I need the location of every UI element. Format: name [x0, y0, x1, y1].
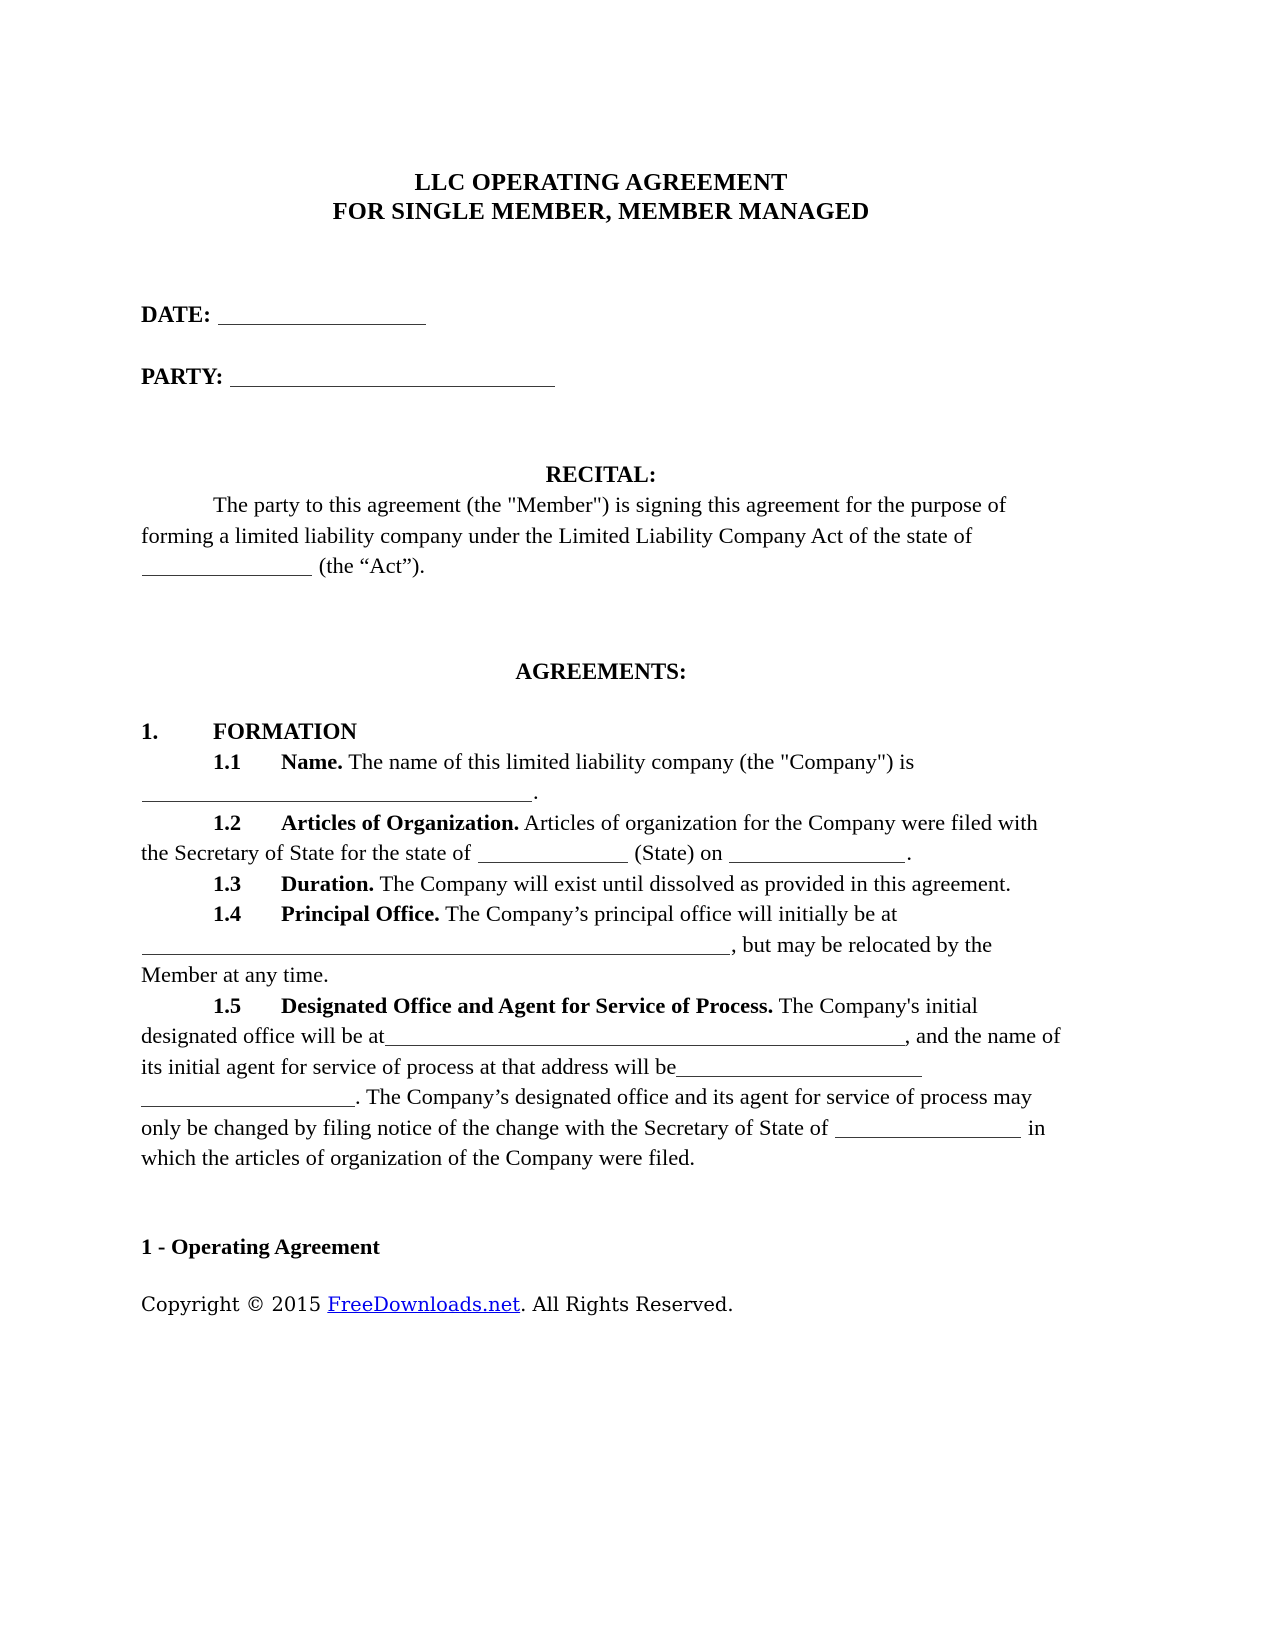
- subsection-1-5-designated-office-blank[interactable]: [385, 1030, 905, 1046]
- party-blank-line[interactable]: [230, 371, 555, 387]
- subsection-1-5-agent-name-blank-b[interactable]: [141, 1091, 355, 1107]
- subsection-1-4-number: 1.4: [213, 901, 242, 926]
- subsection-1-5-text-2: , and the name of its initial agent for service of process at that address will be: [141, 1023, 1061, 1079]
- subsection-1-2-state-blank[interactable]: [478, 847, 628, 863]
- section-1-title: FORMATION: [213, 718, 357, 744]
- freedownloads-link[interactable]: FreeDownloads.net: [327, 1292, 521, 1316]
- subsection-1-5-text-1: The Company's initial designated office will be at: [141, 992, 978, 1048]
- subsection-1-1: [141, 747, 1061, 808]
- subsection-1-3: [141, 869, 1061, 900]
- footer-page-label: 1 - Operating Agreement: [141, 1233, 380, 1259]
- subsection-1-5: [141, 991, 1061, 1174]
- recital-state-blank[interactable]: [142, 560, 312, 576]
- subsection-1-2-text-3: .: [906, 840, 912, 865]
- subsection-1-1-text-1: The name of this limited liability company (the "Company") is: [348, 748, 915, 774]
- subsection-1-4-office-blank[interactable]: [142, 939, 730, 955]
- party-label: PARTY:: [141, 364, 224, 389]
- subsection-1-4-title: Principal Office.: [281, 901, 440, 926]
- party-field-row: [141, 362, 1061, 392]
- subsection-1-2-text-1: Articles of organization for the Company were filed with the Secretary of State for the state of: [141, 809, 1038, 865]
- subsection-1-2-date-blank[interactable]: [729, 847, 905, 863]
- subsection-1-5-number: 1.5: [213, 992, 242, 1018]
- copyright-suffix: . All Rights Reserved.: [520, 1292, 734, 1316]
- subsection-1-2: [141, 808, 1061, 869]
- subsection-1-1-company-name-blank[interactable]: [142, 786, 532, 802]
- page-title-line-1: LLC OPERATING AGREEMENT: [414, 169, 788, 196]
- subsection-1-5-agent-name-blank-a[interactable]: [676, 1061, 922, 1077]
- section-1-number: 1.: [141, 718, 159, 744]
- subsection-1-5-state-blank[interactable]: [835, 1122, 1021, 1138]
- subsection-1-2-title: Articles of Organization.: [281, 809, 520, 835]
- copyright-notice: [141, 1292, 1061, 1318]
- recital-paragraph: [141, 490, 1061, 582]
- subsection-1-4: [141, 899, 1061, 991]
- subsection-1-3-text-1: The Company will exist until dissolved as provided in this agreement.: [379, 870, 1011, 896]
- subsection-1-1-number: 1.1: [213, 748, 242, 774]
- agreements-heading: AGREEMENTS:: [515, 658, 687, 684]
- subsection-1-1-title: Name.: [281, 748, 343, 774]
- subsection-1-3-number: 1.3: [213, 870, 242, 896]
- date-label: DATE:: [141, 302, 211, 327]
- section-1-formation: [141, 717, 1061, 747]
- subsection-1-5-title: Designated Office and Agent for Service of Process.: [281, 992, 774, 1018]
- page-title-line-2: FOR SINGLE MEMBER, MEMBER MANAGED: [332, 198, 870, 225]
- date-blank-line[interactable]: [218, 309, 426, 325]
- subsection-1-4-text-2: , but may be relocated by the Member at any time.: [141, 931, 993, 987]
- document-content: [141, 0, 1061, 1318]
- document-title-block: [141, 0, 1061, 226]
- copyright-prefix: Copyright © 2015: [141, 1292, 328, 1316]
- subsection-1-5-text-3: . The Company’s designated office and its agent for service of process may only be changed by filing notice of the change with the Secretary of State of: [141, 1084, 1033, 1140]
- recital-text-part-2: (the “Act”).: [318, 553, 426, 578]
- subsection-1-2-text-2: (State) on: [634, 840, 723, 865]
- date-field-row: [141, 300, 1061, 330]
- subsection-1-4-text-1: The Company’s principal office will initially be at: [445, 901, 898, 926]
- recital-heading: RECITAL:: [545, 462, 657, 487]
- subsection-1-1-text-2: .: [533, 779, 539, 804]
- subsection-1-3-title: Duration.: [281, 870, 375, 896]
- subsection-1-2-number: 1.2: [213, 809, 242, 835]
- recital-text-part-1: The party to this agreement (the "Member") is signing this agreement for the purpose of forming a limited liability company under the Limited Liability Company Act of the state of: [141, 492, 1007, 548]
- subsection-1-5-text-4: in which the articles of organization of the Company were filed.: [141, 1114, 1046, 1170]
